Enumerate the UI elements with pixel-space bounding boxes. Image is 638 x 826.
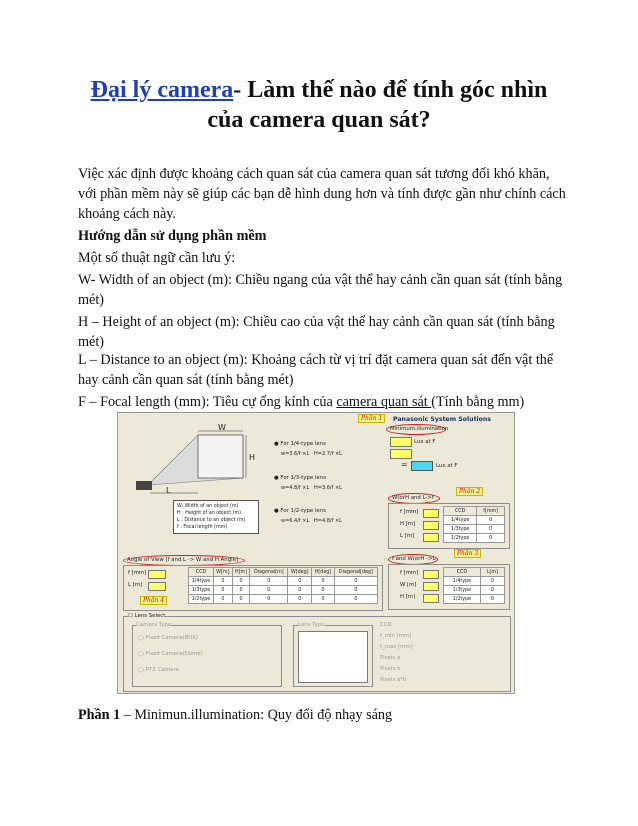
lens14-formula: w=3.6/f ×L H=2.7/f ×L bbox=[281, 451, 342, 457]
diagram-w-label: W bbox=[218, 423, 226, 432]
p2-h-label: H [m] bbox=[400, 521, 416, 527]
lux-at-f-label-2: Lux at F bbox=[436, 463, 458, 469]
radio-ptz[interactable]: ◯ PTZ Camera bbox=[138, 667, 179, 673]
p2-f-input[interactable] bbox=[423, 509, 439, 518]
title-line2: của camera quan sát? bbox=[207, 107, 431, 133]
p3-w-input[interactable] bbox=[423, 582, 439, 591]
page-title bbox=[60, 75, 578, 135]
p4-l-label: L [m] bbox=[128, 582, 143, 588]
camera-diagram bbox=[128, 423, 248, 498]
intro-paragraph: Việc xác định được khoảng cách quan sát của camera quan sát tương đối khó khăn, với phần mềm này sẽ giúp các bạn dễ hình dung hơn và tính được gần như chính cách khoảng cách này. bbox=[78, 166, 566, 222]
ccd-info-3: Pixels a bbox=[380, 655, 401, 661]
part1-description: Phần 1 – Minimun.illumination: Quy đổi độ nhạy sáng bbox=[78, 707, 393, 723]
badge-part3: Phần 3 bbox=[454, 549, 481, 558]
title-rest: - Làm thế nào để tính góc nhìn bbox=[233, 77, 548, 103]
lens12-formula: w=6.4/f ×L H=4.8/f ×L bbox=[281, 518, 342, 524]
diagram-h-label: H bbox=[249, 453, 256, 462]
p2-f-label: f [mm] bbox=[400, 509, 419, 515]
lens13-formula: w=4.8/f ×L H=3.6/f ×L bbox=[281, 485, 342, 491]
badge-part4: Phần 4 bbox=[140, 596, 167, 605]
badge-part1: Phần 1 bbox=[358, 414, 385, 423]
p3-f-label: f [mm] bbox=[400, 570, 419, 576]
ccd-info-4: Pixels b bbox=[380, 666, 401, 672]
p2-l-label: L [m] bbox=[400, 533, 415, 539]
p3-w-label: W [m] bbox=[400, 582, 417, 588]
illum-output bbox=[411, 461, 433, 471]
diagram-l-label: L bbox=[166, 486, 171, 495]
lens13-label: ● For 1/3-type lens bbox=[274, 475, 326, 481]
badge-part2: Phần 2 bbox=[456, 487, 483, 496]
part3-table: CCD L[m] 1/4type 0 1/3type 0 1/2type 0 bbox=[443, 567, 505, 604]
ccd-info-1: f_min [mm] bbox=[380, 633, 412, 639]
p4-l-input[interactable] bbox=[148, 582, 166, 591]
ccd-info-0: CCD bbox=[380, 622, 392, 628]
software-screenshot bbox=[117, 412, 515, 694]
title-link-camera-agent[interactable]: Đại lý camera bbox=[90, 77, 234, 103]
p4-f-label: f [mm] bbox=[128, 570, 147, 576]
min-illum-label: Minimum.illumination bbox=[390, 426, 449, 432]
lens12-label: ● For 1/2-type lens bbox=[274, 508, 326, 514]
lens-type-list[interactable] bbox=[298, 631, 368, 683]
f-and-w-label: f and W(orH ->L bbox=[392, 556, 436, 562]
ccd-info-5: Pixels a*b bbox=[380, 677, 407, 683]
radio-fixed-box[interactable]: ◯ Fixed Camera(BOX) bbox=[138, 635, 198, 641]
term-width: W- Width of an object (m): Chiều ngang của vật thể hay cảnh cần quan sát (tính bằng mét) bbox=[78, 272, 563, 308]
part4-table: CCD W[m] H[m] Diagonal[m] W[deg] H[deg] Diagonal[deg] 1/4type 0 0 0 0 0 0 1/3type 0 0 0 0 0 0 1/2type 0 0 0 0 0 0 bbox=[188, 567, 378, 604]
w-and-l-label: W(orH and L->f bbox=[392, 495, 434, 501]
p3-h-label: H [m] bbox=[400, 594, 416, 600]
lux-at-f-label: Lux at F bbox=[414, 439, 436, 445]
ccd-info-2: f_max [mm] bbox=[380, 644, 413, 650]
part2-table: CCD f[mm] 1/4type 0 1/3type 0 1/2type 0 bbox=[443, 506, 505, 543]
software-header: Panasonic System Solutions bbox=[393, 416, 491, 423]
term-height: H – Height of an object (m): Chiều cao của vật thể hay cảnh cần quan sát (tính bằng mét) bbox=[78, 314, 555, 350]
p3-h-input[interactable] bbox=[423, 594, 439, 603]
link-camera-quan-sat[interactable]: camera quan sát bbox=[336, 394, 432, 410]
p4-f-input[interactable] bbox=[148, 570, 166, 579]
camera-type-label: Camera Type bbox=[136, 622, 172, 628]
radio-fixed-dome[interactable]: ◯ Fixed Camera(Dome) bbox=[138, 651, 203, 657]
term-distance: L – Distance to an object (m): Khoảng cách từ vị trí đặt camera quan sát đến vật thể hay cảnh cần quan sát (tính bằng mét) bbox=[78, 352, 554, 388]
guide-heading: Hướng dẫn sử dụng phần mềm bbox=[78, 228, 267, 244]
illum-input-2[interactable] bbox=[390, 449, 412, 459]
terms-intro: Một số thuật ngữ cần lưu ý: bbox=[78, 250, 236, 266]
p3-f-input[interactable] bbox=[423, 570, 439, 579]
diagram-legend: W: Width of an object (m) H : Height of an object (m) L : Distance to an object (m) f : Focal length (mm) bbox=[173, 500, 259, 534]
p2-h-input[interactable] bbox=[423, 521, 439, 530]
angle-label: Angle of View [f and L -> W and H Angle] bbox=[127, 557, 239, 563]
equals-sign: = bbox=[401, 460, 408, 469]
p2-l-input[interactable] bbox=[423, 533, 439, 542]
lens14-label: ● For 1/4-type lens bbox=[274, 441, 326, 447]
term-focal: F – Focal length (mm): Tiêu cự ống kính của camera quan sát (Tính bằng mm) bbox=[78, 394, 525, 410]
illum-input-1[interactable] bbox=[390, 437, 412, 447]
lens-type-label: Lens Type bbox=[298, 622, 325, 628]
lens-select-checkbox[interactable]: ☐ Lens Select bbox=[128, 613, 166, 619]
